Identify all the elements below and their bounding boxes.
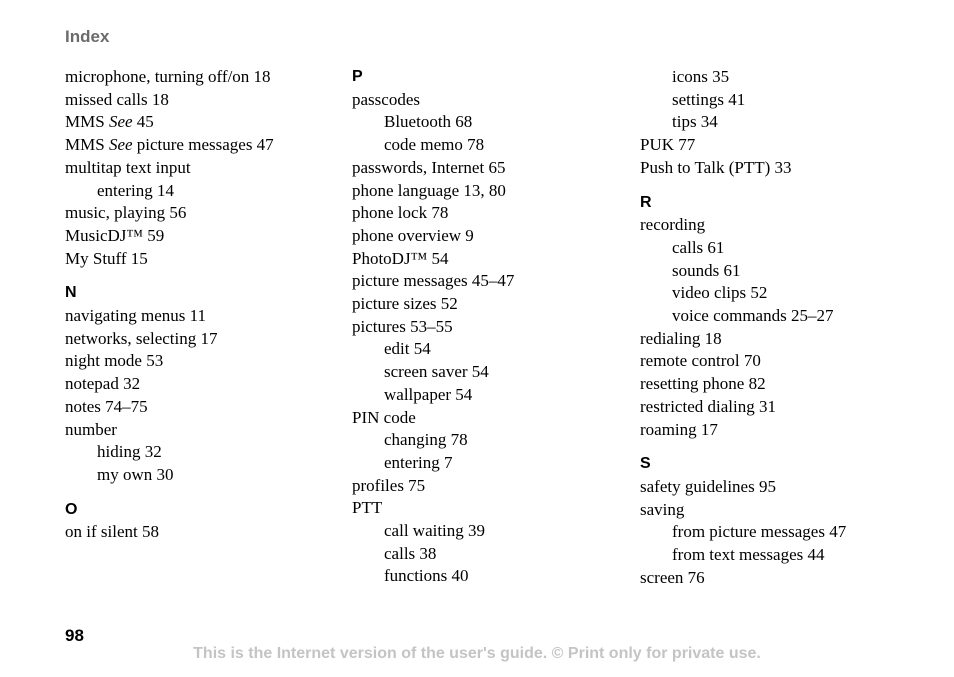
index-entry: My Stuff 15 bbox=[65, 248, 148, 268]
page-number: 98 bbox=[65, 626, 84, 645]
index-subentry: icons 35 bbox=[672, 67, 730, 86]
index-subentry: video clips 52 bbox=[672, 283, 768, 303]
index-subentry: hiding 32 bbox=[97, 442, 162, 462]
index-entry: notes 74–75 bbox=[65, 396, 148, 416]
entry-target: 45 bbox=[132, 112, 154, 132]
see-reference: See bbox=[108, 112, 133, 132]
section-letter: R bbox=[640, 193, 652, 211]
section-letter: S bbox=[640, 455, 651, 473]
index-subentry: changing 78 bbox=[384, 430, 468, 450]
index-entry bbox=[65, 111, 355, 134]
index-entry: picture messages 45–47 bbox=[352, 271, 515, 291]
index-entry: remote control 70 bbox=[640, 351, 761, 371]
index-entry: PhotoDJ™ 54 bbox=[352, 248, 449, 268]
index-entry: roaming 17 bbox=[640, 419, 718, 439]
index-subentry: tips 34 bbox=[672, 112, 718, 132]
entry-target: picture messages 47 bbox=[132, 135, 274, 155]
index-entry: restricted dialing 31 bbox=[640, 396, 776, 416]
index-entry: networks, selecting 17 bbox=[65, 328, 218, 348]
index-subentry: screen saver 54 bbox=[384, 362, 489, 382]
index-entry: passcodes bbox=[352, 89, 420, 109]
index-entry: phone language 13, 80 bbox=[352, 180, 506, 200]
index-subentry: code memo 78 bbox=[384, 135, 485, 155]
index-entry: multitap text input bbox=[65, 157, 191, 177]
index-entry: navigating menus 11 bbox=[65, 306, 207, 326]
index-entry: missed calls 18 bbox=[65, 89, 169, 109]
index-subentry: Bluetooth 68 bbox=[384, 112, 473, 132]
index-subentry: settings 41 bbox=[672, 89, 746, 109]
index-entry: passwords, Internet 65 bbox=[352, 157, 506, 177]
index-entry: number bbox=[65, 419, 117, 439]
index-entry: PIN code bbox=[352, 407, 416, 427]
index-entry: saving bbox=[640, 499, 685, 519]
index-header: Index bbox=[65, 27, 110, 46]
index-entry bbox=[65, 134, 355, 157]
index-subentry: call waiting 39 bbox=[384, 521, 486, 541]
index-entry: on if silent 58 bbox=[65, 522, 159, 542]
index-entry: phone lock 78 bbox=[352, 203, 449, 223]
index-subentry: my own 30 bbox=[97, 464, 174, 484]
index-entry: Push to Talk (PTT) 33 bbox=[640, 157, 792, 177]
section-letter: P bbox=[352, 68, 363, 85]
index-subentry: from text messages 44 bbox=[672, 545, 825, 565]
index-entry: night mode 53 bbox=[65, 351, 164, 371]
index-entry: screen 76 bbox=[640, 567, 705, 587]
index-entry: pictures 53–55 bbox=[352, 316, 453, 336]
entry-term: MMS bbox=[65, 112, 109, 132]
index-subentry: calls 38 bbox=[384, 543, 437, 563]
index-entry: notepad 32 bbox=[65, 374, 141, 394]
see-reference: See bbox=[108, 135, 133, 155]
index-subentry: from picture messages 47 bbox=[672, 522, 847, 542]
index-subentry: calls 61 bbox=[672, 237, 725, 257]
index-column-1 bbox=[65, 66, 355, 544]
index-entry: recording bbox=[640, 215, 706, 235]
index-entry: MusicDJ™ 59 bbox=[65, 225, 165, 245]
section-letter: N bbox=[65, 284, 77, 302]
index-entry: resetting phone 82 bbox=[640, 374, 766, 394]
index-column-3 bbox=[640, 66, 930, 589]
index-entry: profiles 75 bbox=[352, 475, 426, 495]
index-entry: PUK 77 bbox=[640, 135, 696, 155]
index-entry: microphone, turning off/on 18 bbox=[65, 67, 271, 86]
footer-notice: This is the Internet version of the user's guide. © Print only for private use. bbox=[193, 645, 761, 662]
index-subentry: entering 7 bbox=[384, 452, 453, 472]
entry-term: MMS bbox=[65, 135, 109, 155]
index-subentry: sounds 61 bbox=[672, 260, 741, 280]
index-entry: safety guidelines 95 bbox=[640, 476, 776, 496]
index-entry: music, playing 56 bbox=[65, 203, 187, 223]
index-subentry: wallpaper 54 bbox=[384, 384, 473, 404]
index-entry: redialing 18 bbox=[640, 328, 722, 348]
index-column-2 bbox=[352, 66, 642, 588]
index-subentry: functions 40 bbox=[384, 566, 469, 586]
index-subentry: edit 54 bbox=[384, 339, 431, 359]
index-entry: picture sizes 52 bbox=[352, 294, 458, 314]
index-entry: phone overview 9 bbox=[352, 225, 474, 245]
index-subentry: entering 14 bbox=[97, 180, 174, 200]
section-letter: O bbox=[65, 500, 78, 518]
index-subentry: voice commands 25–27 bbox=[672, 306, 834, 326]
index-entry: PTT bbox=[352, 498, 383, 518]
